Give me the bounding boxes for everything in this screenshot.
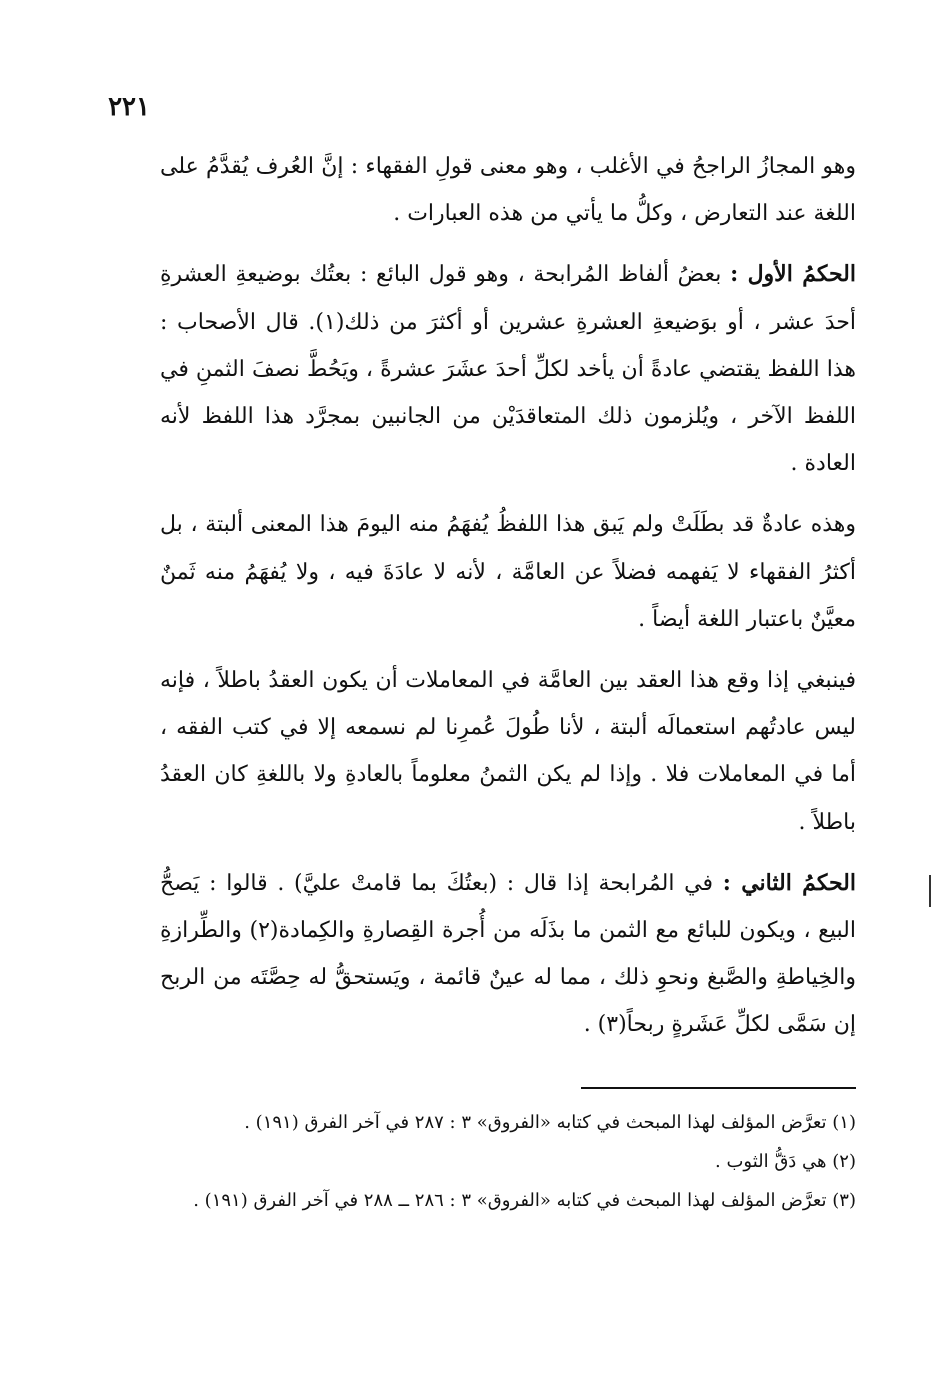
footnotes [160,1103,856,1220]
ruling-1-heading: الحكمُ الأول : [730,261,857,288]
paragraph-2 [160,251,856,487]
ruling-2-heading: الحكمُ الثاني : [722,869,856,896]
paragraph-2-text: بعضُ ألفاظ المُرابحة ، وهو قول البائع : بعتُك بوضيعةِ العشرةِ أحدَ عشر ، أو بوَضيعةِ العشرةِ عشرين أو أكثرَ من ذلك(١). قال الأصحاب : هذا اللفظ يقتضي عادةً أن يأخد لكلِّ أحدَ عشَرَ عشرةً ، ويَحُطَّ نصفَ الثمنِ في اللفظ الآخر ، ويُلزمون ذلك المتعاقدَيْن من الجانبين بمجرَّد هذا اللفظ لأنه العادة . [160,262,856,477]
page-number: ٢٢١ [108,92,150,122]
footnote-3: (٣) تعرَّض المؤلف لهذا المبحث في كتابه «الفروق» ٣ : ٢٨٦ ــ ٢٨٨ في آخر الفرق (١٩١) . [193,1190,856,1211]
paragraph-4 [160,657,856,846]
paragraph-5 [160,860,856,1049]
footnote-2: (٢) هي دَقُّ الثوب . [715,1151,856,1172]
paragraph-1-text: وهو المجازُ الراجحُ في الأغلب ، وهو معنى قولِ الفقهاء : إنَّ العُرف يُقدَّمُ على اللغة عند التعارض ، وكلُّ ما يأتي من هذه العبارات . [160,154,856,227]
body-text [160,143,856,1049]
footnote-1: (١) تعرَّض المؤلف لهذا المبحث في كتابه «الفروق» ٣ : ٢٨٧ في آخر الفرق (١٩١) . [244,1112,856,1133]
paragraph-3-text: وهذه عادةٌ قد بطَلَتْ ولم يَبق هذا اللفظُ يُفهَمُ منه اليومَ هذا المعنى ألبتة ، بل أكثرُ الفقهاء لا يَفهمه فضلاً عن العامَّة ، لأنه لا عادَةَ فيه ، ولا يُفهَمُ منه ثَمنٌ معيَّنٌ باعتبار اللغة أيضاً . [160,512,856,632]
paragraph-5-text: في المُرابحة إذا قال : (بعتُكَ بما قامتْ عليَّ) . قالوا : يَصحُّ البيع ، ويكون للبائع مع الثمن ما بذَلَه من أُجرة القِصارةِ والكِمادة(٢) والطِّرازةِ والخِياطةِ والصَّبغ ونحوِ ذلك ، مما له عينٌ قائمة ، ويَستحقُّ له حِصَّتَه من الربح إن سَمَّى لكلِّ عَشَرةٍ ربحاً(٣) . [160,870,856,1038]
paragraph-4-text: فينبغي إذا وقع هذا العقد بين العامَّة في المعاملات أن يكون العقدُ باطلاً ، فإنه ليس عادتُهم استعمالَه ألبتة ، لأنا طُولَ عُمرِنا لم نسمعه إلا في كتب الفقه ، أما في المعاملات فلا . وإذا لم يكن الثمنُ معلوماً بالعادةِ ولا باللغةِ كان العقدُ باطلاً . [160,668,856,835]
paragraph-1 [160,143,856,237]
scan-edge-mark [929,875,931,907]
footnote-separator [581,1087,856,1089]
paragraph-3 [160,501,856,643]
